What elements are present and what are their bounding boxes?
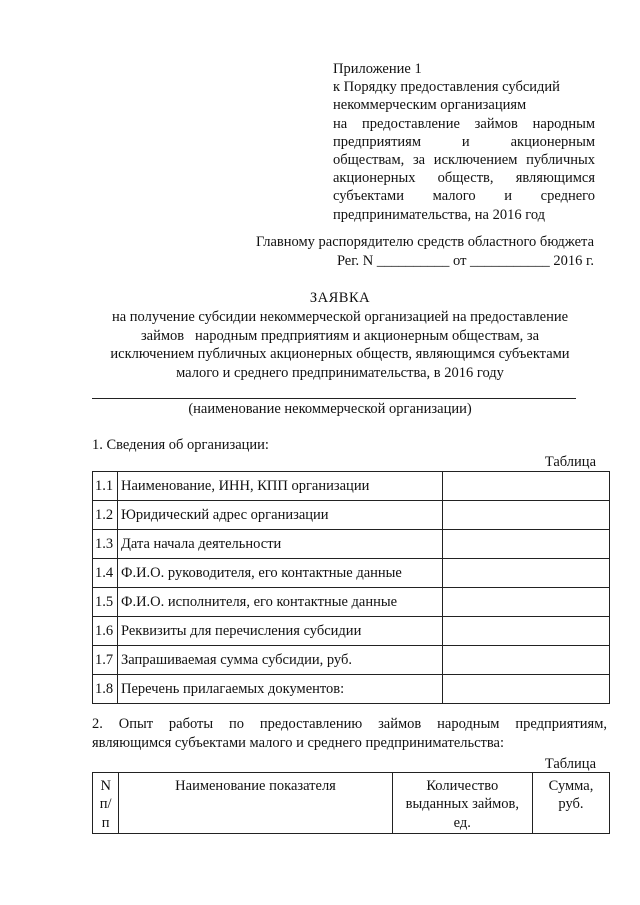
table-row — [93, 559, 610, 588]
table-row — [93, 675, 610, 704]
table-row — [93, 530, 610, 559]
title-line: исключением публичных акционерных обществ, являющимся субъектами — [110, 346, 570, 363]
annex-line: предпринимательства, на 2016 год — [333, 206, 546, 223]
row-value-cell[interactable] — [443, 675, 610, 704]
table2-label: Таблица — [544, 756, 596, 772]
row-label: Ф.И.О. руководителя, его контактные данные — [118, 559, 443, 588]
row-number: 1.8 — [93, 675, 118, 704]
table-row — [93, 472, 610, 501]
section2-line: являющимся субъектами малого и среднего предпринимательства: — [92, 734, 505, 751]
document-title — [60, 289, 620, 383]
row-label: Наименование, ИНН, КПП организации — [118, 472, 443, 501]
title-line: займов народным предприятиям и акционерным обществам, за — [140, 327, 540, 344]
annex-line: предприятиям и акционерным — [333, 133, 595, 150]
row-label: Дата начала деятельности — [118, 530, 443, 559]
row-label: Юридический адрес организации — [118, 501, 443, 530]
org-name-caption: (наименование некоммерческой организации) — [188, 401, 472, 417]
row-value-cell[interactable] — [443, 559, 610, 588]
table-row — [93, 501, 610, 530]
organization-info-table — [92, 471, 610, 704]
row-number: 1.7 — [93, 646, 118, 675]
row-number: 1.4 — [93, 559, 118, 588]
row-number: 1.6 — [93, 617, 118, 646]
section2-heading — [92, 715, 607, 752]
title-heading: ЗАЯВКА — [309, 290, 371, 306]
row-value-cell[interactable] — [443, 472, 610, 501]
registration-line: Рег. N __________ от ___________ 2016 г. — [336, 252, 594, 269]
annex-line: субъектами малого и среднего — [333, 188, 595, 205]
loan-experience-table — [92, 772, 610, 834]
annex-line: обществам, за исключением публичных — [333, 152, 595, 169]
table-row — [93, 646, 610, 675]
row-number: 1.5 — [93, 588, 118, 617]
annex-line: акционерных обществ, являющимся — [333, 170, 595, 187]
annex-line: на предоставление займов народным — [333, 115, 595, 132]
section2-line: 2. Опыт работы по предоставлению займов народным предприятиям, — [92, 716, 607, 732]
row-number: 1.2 — [93, 501, 118, 530]
row-label: Перечень прилагаемых документов: — [118, 675, 443, 704]
row-value-cell[interactable] — [443, 530, 610, 559]
annex-line: Приложение 1 — [333, 61, 422, 77]
row-label: Ф.И.О. исполнителя, его контактные данные — [118, 588, 443, 617]
header-name: Наименование показателя — [119, 773, 392, 834]
row-value-cell[interactable] — [443, 646, 610, 675]
title-line: на получение субсидии некоммерческой организацией на предоставление — [111, 308, 569, 325]
annex-note — [333, 60, 595, 224]
section1-heading: 1. Сведения об организации: — [92, 437, 269, 453]
row-label: Реквизиты для перечисления субсидии — [118, 617, 443, 646]
row-number: 1.1 — [93, 472, 118, 501]
header-sum: Сумма, руб. — [532, 773, 609, 834]
table1-label: Таблица — [544, 454, 596, 470]
table-row — [93, 588, 610, 617]
org-name-blank — [92, 398, 576, 399]
table-row — [93, 617, 610, 646]
annex-line: некоммерческим организациям — [333, 97, 527, 114]
row-label: Запрашиваемая сумма субсидии, руб. — [118, 646, 443, 675]
row-value-cell[interactable] — [443, 588, 610, 617]
header-num: N п/п — [93, 773, 119, 834]
title-line: малого и среднего предпринимательства, в 2016 году — [176, 365, 504, 382]
row-number: 1.3 — [93, 530, 118, 559]
header-count: Количество выданных займов, ед. — [392, 773, 532, 834]
table-header-row — [93, 773, 610, 834]
row-value-cell[interactable] — [443, 501, 610, 530]
row-value-cell[interactable] — [443, 617, 610, 646]
addressee-block — [256, 233, 594, 270]
addressee-line: Главному распорядителю средств областного бюджета — [255, 234, 594, 250]
annex-line: к Порядку предоставления субсидий — [333, 79, 560, 96]
